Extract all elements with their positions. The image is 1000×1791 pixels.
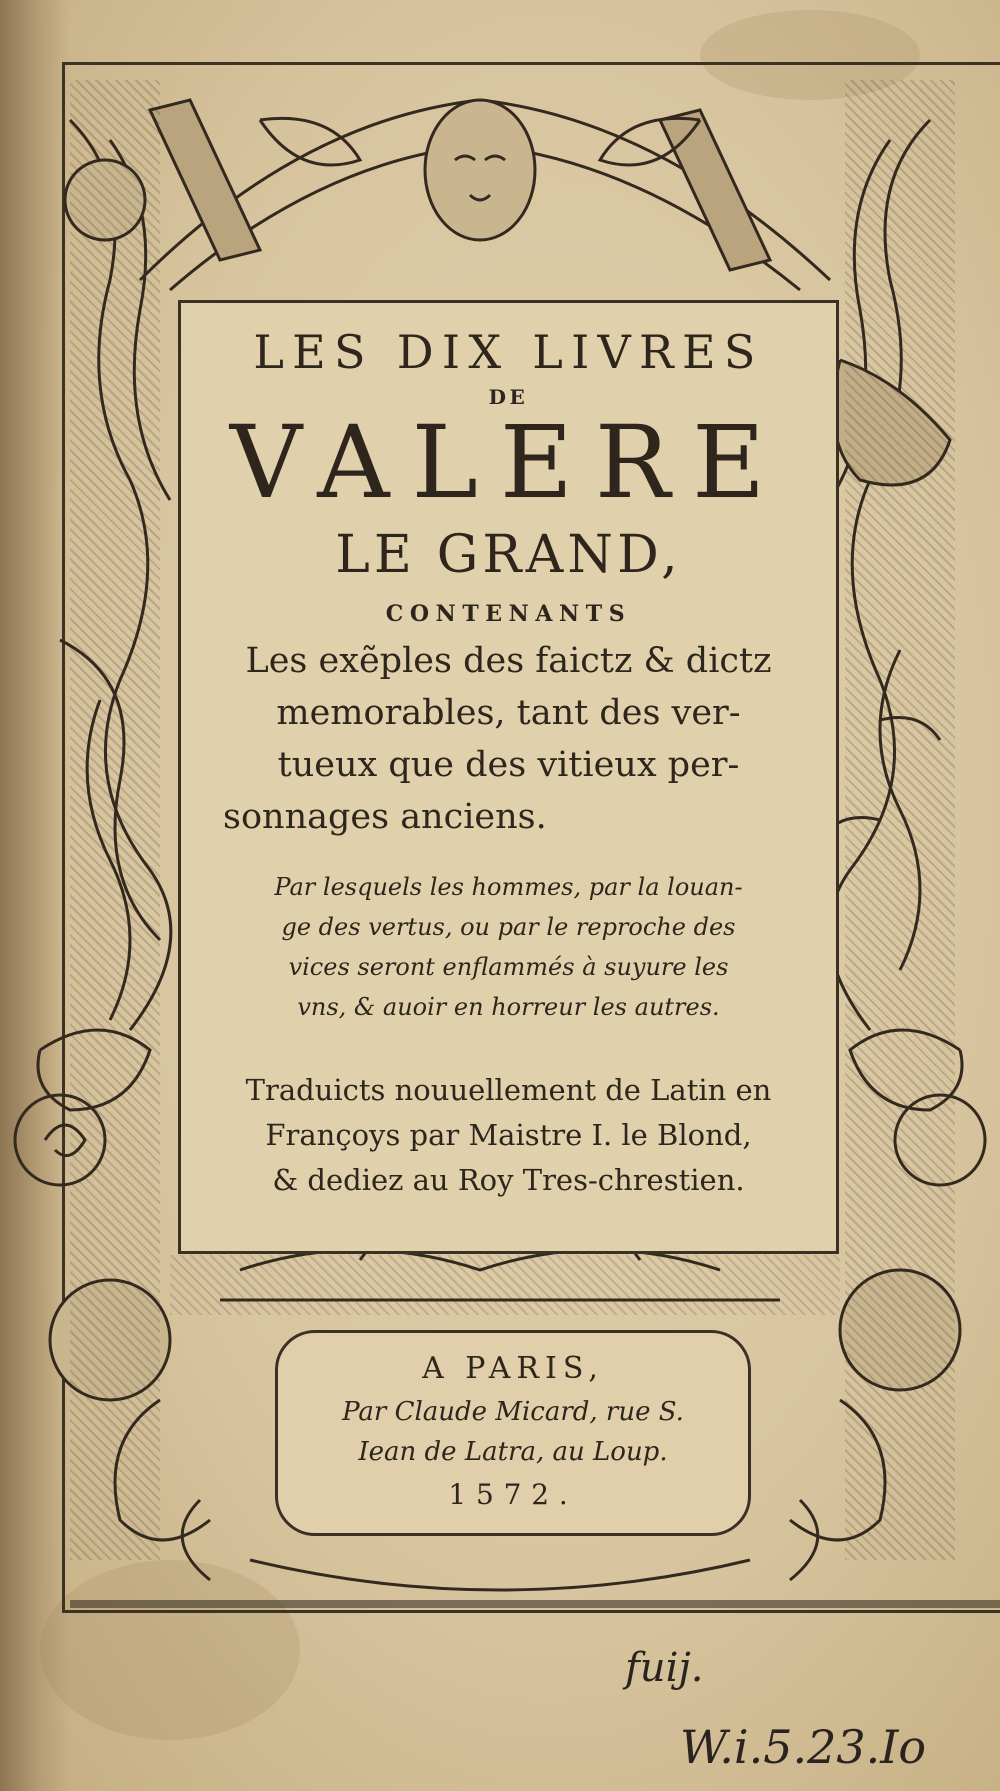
title-line-5: CONTENANTS xyxy=(385,601,632,627)
imprint-city: A PARIS, xyxy=(422,1351,604,1386)
imprint-publisher-line: Par Claude Micard, rue S. xyxy=(342,1397,684,1427)
manuscript-shelfmark: W.i.5.23.Io xyxy=(680,1720,927,1774)
woodcut-hatching xyxy=(70,80,160,1560)
title-text-panel xyxy=(178,300,839,1254)
purpose-line: Par lesquels les hommes, par la louan- xyxy=(274,873,743,901)
subtitle-line: tueux que des vitieux per- xyxy=(277,745,740,785)
title-line-2: DE xyxy=(488,385,529,409)
manuscript-note: fuij. xyxy=(625,1645,704,1691)
woodcut-hatching xyxy=(170,1255,840,1315)
imprint-publisher-line: Iean de Latra, au Loup. xyxy=(358,1437,668,1467)
subtitle-line: sonnages anciens. xyxy=(223,797,547,837)
imprint-cartouche xyxy=(275,1330,751,1536)
title-main-name: VALERE xyxy=(229,404,788,521)
imprint-year: 1572. xyxy=(448,1478,578,1511)
title-line-4: LE GRAND, xyxy=(335,525,682,585)
title-line-1: LES DIX LIVRES xyxy=(253,325,764,379)
translator-line: Traduicts nouuellement de Latin en xyxy=(245,1073,772,1107)
purpose-line: vns, & auoir en horreur les autres. xyxy=(297,993,720,1021)
woodcut-hatching xyxy=(845,80,955,1560)
purpose-line: ge des vertus, ou par le reproche des xyxy=(281,913,736,941)
translator-line: & dediez au Roy Tres-chrestien. xyxy=(272,1163,745,1197)
subtitle-line: memorables, tant des ver- xyxy=(276,693,741,733)
subtitle-line: Les exẽples des faictz & dictz xyxy=(245,641,772,681)
purpose-line: vices seront enflammés à suyure les xyxy=(288,953,729,981)
translator-line: Françoys par Maistre I. le Blond, xyxy=(265,1118,752,1152)
